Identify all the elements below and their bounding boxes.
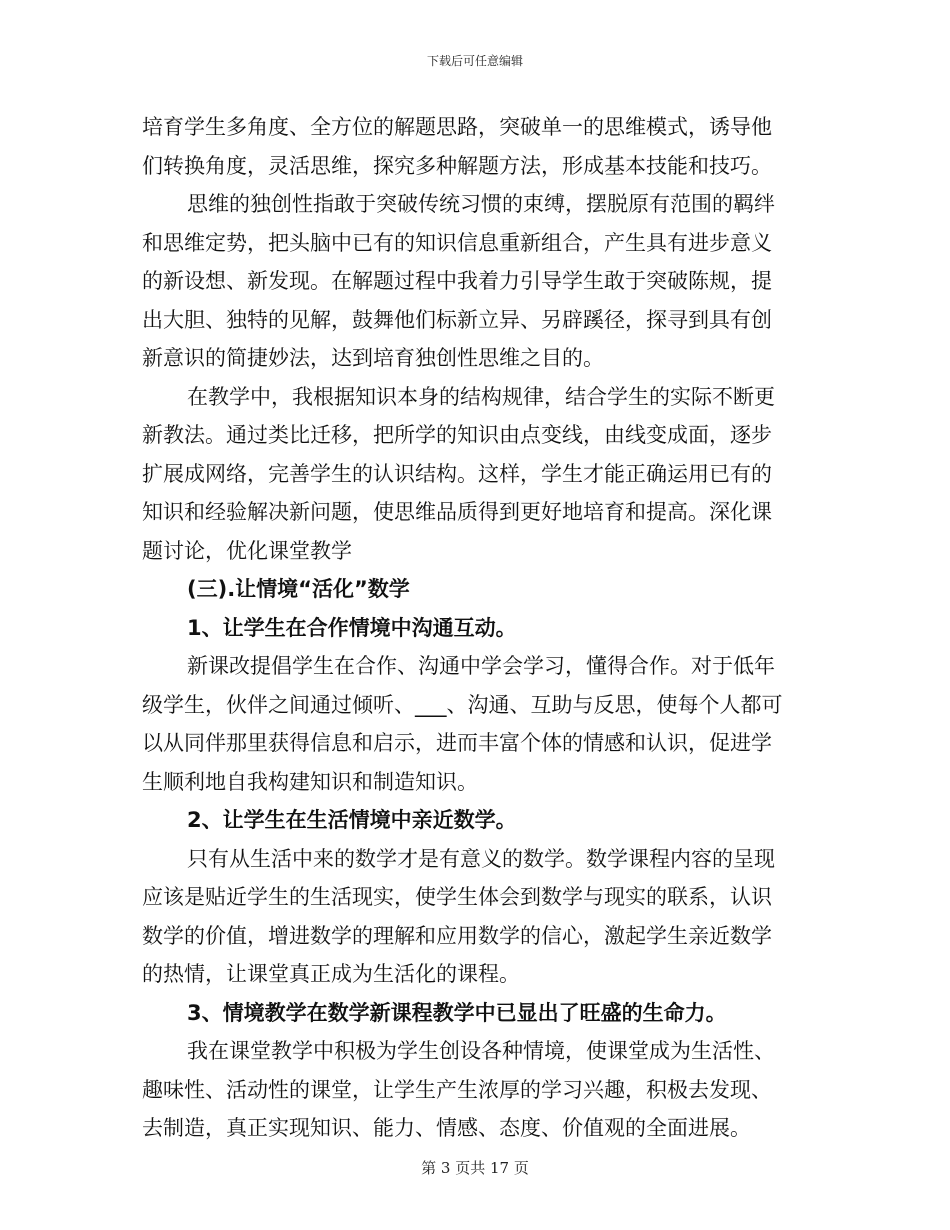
paragraph-line: 扩展成网络，完善学生的认识结构。这样，学生才能正确运用已有的 <box>142 461 772 486</box>
paragraph-line: 去制造，真正实现知识、能力、情感、态度、价值观的全面进展。 <box>142 1116 751 1140</box>
paragraph-line: 新课改提倡学生在合作、沟通中学会学习，懂得合作。对于低年 <box>187 654 775 678</box>
paragraph-line: 生顺利地自我构建知识和制造知识。 <box>142 769 478 794</box>
paragraph-line: 出大胆、独特的见解，鼓舞他们标新立异、另辟蹊径，探寻到具有创 <box>142 307 772 332</box>
paragraph-line: 的新设想、新发现。在解题过程中我着力引导学生敢于突破陈规，提 <box>142 269 772 293</box>
subsection-heading: 3、情境教学在数学新课程教学中已显出了旺盛的生命力。 <box>187 1000 727 1025</box>
page-header: 下载后可任意编辑 <box>426 54 523 68</box>
paragraph-line: 和思维定势，把头脑中已有的知识信息重新组合，产生具有进步意义 <box>142 230 772 255</box>
paragraph-line: 新意识的简捷妙法，达到培育独创性思维之目的。 <box>142 346 604 370</box>
section-heading: (三).让情境“活化”数学 <box>187 577 410 601</box>
paragraph-line: 新教法。通过类比迁移，把所学的知识由点变线，由线变成面，逐步 <box>142 423 772 447</box>
paragraph-line: 培育学生多角度、全方位的解题思路，突破单一的思维模式，诱导他 <box>142 115 772 139</box>
paragraph-line: 数学的价值，增进数学的理解和应用数学的信心，激起学生亲近数学 <box>142 923 772 948</box>
paragraph-line: 我在课堂教学中积极为学生创设各种情境，使课堂成为生活性、 <box>187 1039 775 1063</box>
paragraph-line: 级学生，伙伴之间通过倾听、___、沟通、互助与反思，使每个人都可 <box>142 692 783 717</box>
paragraph-line: 题讨论，优化课堂教学 <box>142 538 352 563</box>
paragraph-line: 知识和经验解决新问题，使思维品质得到更好地培育和提高。深化课 <box>142 500 772 524</box>
paragraph-line: 应该是贴近学生的生活现实，使学生体会到数学与现实的联系，认识 <box>142 885 772 909</box>
paragraph-line: 以从同伴那里获得信息和启示，进而丰富个体的情感和认识，促进学 <box>142 731 772 755</box>
subsection-heading: 2、让学生在生活情境中亲近数学。 <box>187 808 517 832</box>
subsection-heading: 1、让学生在合作情境中沟通互动。 <box>187 615 517 640</box>
paragraph-line: 在教学中，我根据知识本身的结构规律，结合学生的实际不断更 <box>187 384 775 409</box>
paragraph-line: 思维的独创性指敢于突破传统习惯的束缚，摆脱原有范围的羁绊 <box>187 192 775 216</box>
paragraph-line: 只有从生活中来的数学才是有意义的数学。数学课程内容的呈现 <box>187 846 775 871</box>
paragraph-line: 的热情，让课堂真正成为生活化的课程。 <box>142 962 520 986</box>
body-text <box>142 108 810 1148</box>
paragraph-line: 们转换角度，灵活思维，探究多种解题方法，形成基本技能和技巧。 <box>142 153 772 178</box>
page-footer: 第 3 页共 17 页 <box>421 1159 529 1177</box>
paragraph-line: 趣味性、活动性的课堂，让学生产生浓厚的学习兴趣，积极去发现、 <box>142 1077 772 1102</box>
